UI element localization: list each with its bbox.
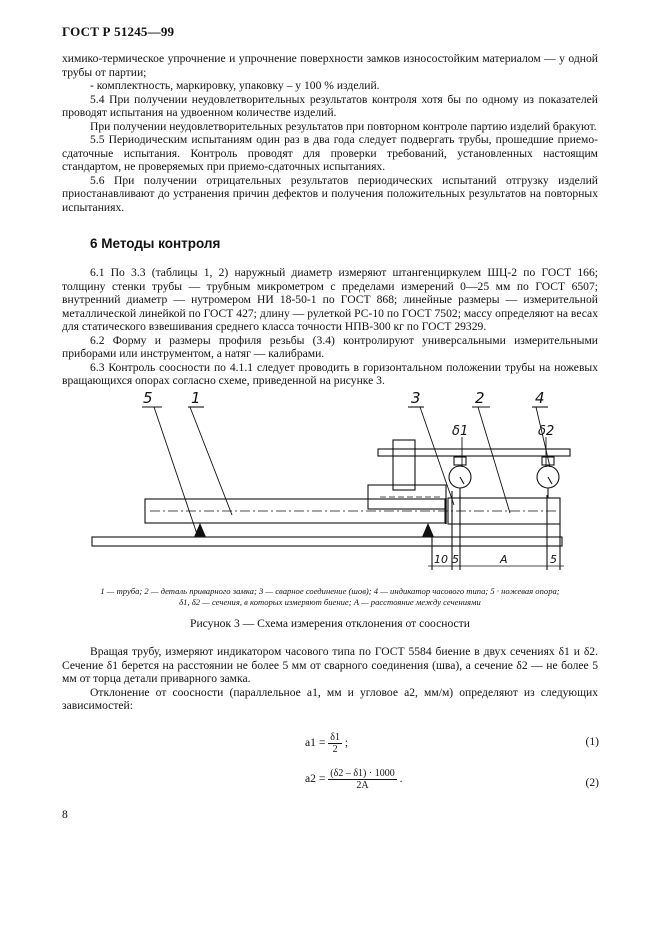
label-delta-1: δ1	[452, 424, 469, 439]
dim-A: A	[500, 553, 508, 566]
paragraph: Вращая трубу, измеряют индикатором часового типа по ГОСТ 5584 биение в двух сечениях δ1 и δ2. Сечение δ1 берется на расстоянии не более 5 мм от сварного соединения (шва), а сечение δ2 — не более 5 мм от торца детали приварного замка.	[62, 645, 598, 685]
formula-2	[305, 768, 403, 791]
denominator: 2	[332, 744, 338, 755]
dim-5-right: 5	[550, 553, 557, 566]
paragraph: 6.3 Контроль соосности по 4.1.1 следует проводить в горизонтальном положении трубы на ножевых вращающихся опорах согласно схеме, приведенной на рисунке 3.	[62, 360, 598, 387]
formula-number: (2)	[585, 776, 599, 789]
intro-text	[62, 52, 598, 214]
paragraph: 5.4 При получении неудовлетворительных результатов контроля хотя бы по одному из показателей проводят испытания на удвоенном количестве изделий.	[62, 92, 598, 119]
formula-fraction	[328, 732, 342, 755]
paragraph: При получении неудовлетворительных результатов при повторном контроле партию изделий бракуют.	[90, 119, 597, 133]
section-text	[62, 266, 598, 388]
indicator-1-clamp	[454, 457, 466, 465]
paragraph: 6.2 Форму и размеры профиля резьбы (3.4) контролируют универсальными измерительными приборами или инструментом, а натяг — калибрами.	[62, 333, 598, 360]
legend-line: 1 — труба; 2 — деталь приварного замка; 3 — сварное соединение (шов); 4 — индикатор часового типа; 5 · ножевая опора;	[100, 586, 560, 596]
label-1: 1	[191, 389, 201, 407]
indicator-stand	[393, 440, 415, 490]
after-text	[62, 645, 598, 713]
legend-line: δ1, δ2 — сечения, в которых измеряют биение; A — расстояние между сечениями	[179, 597, 481, 607]
label-3: 3	[411, 389, 421, 407]
denominator: 2A	[356, 780, 369, 791]
support-bar	[92, 537, 562, 546]
formula-tail: .	[399, 772, 403, 786]
label-2: 2	[475, 389, 485, 407]
section-title: 6 Методы контроля	[90, 236, 221, 251]
formula-lhs: a1 =	[305, 736, 326, 750]
paragraph: 5.5 Периодическим испытаниям один раз в два года следует подвергать трубы, прошедшие приемо-сдаточные испытания. Контроль проводят для проверки требований, установленных настоящим стандартом, не проверяемых при приемо-сдаточных испытаниях.	[62, 133, 598, 173]
figure-legend	[62, 586, 598, 608]
formula-1	[305, 732, 348, 755]
numerator: (δ2 – δ1) · 1000	[330, 768, 395, 779]
page-number: 8	[62, 808, 68, 821]
label-5: 5	[143, 389, 153, 407]
formula-number: (1)	[585, 735, 599, 748]
label-delta-2: δ2	[538, 424, 555, 439]
indicator-rail	[378, 449, 570, 456]
paragraph: Отклонение от соосности (параллельное a1, мм и угловое a2, мм/м) определяют из следующих зависимостей:	[62, 685, 598, 712]
paragraph: 6.1 По 3.3 (таблицы 1, 2) наружный диаметр измеряют штангенциркулем ШЦ-2 по ГОСТ 166; толщину стенки трубы — трубным микрометром с пределами измерений 0—25 мм по ГОСТ 6507; внутренний диаметр — нутромером НИ 18-50-1 по ГОСТ 868; линейные размеры — измерительной металлической линейкой по ГОСТ 427; длину — рулеткой РС-10 по ГОСТ 7502; массу определяют на весах для статического взвешивания среднего класса точности НПВ-300 кг по ГОСТ 29329.	[62, 266, 598, 333]
figure-caption: Рисунок 3 — Схема измерения отклонения от соосности	[190, 617, 470, 630]
formula-fraction	[328, 768, 396, 791]
knife-support-2	[422, 523, 434, 537]
paragraph: - комплектность, маркировку, упаковку – у 100 % изделий.	[90, 79, 380, 92]
paragraph: химико-термическое упрочнение и упрочнение поверхности замков износостойким материалом — у одной трубы от партии;	[62, 52, 598, 79]
alignment-scheme-diagram	[80, 385, 580, 585]
paragraph: 5.6 При получении отрицательных результатов периодических испытаний отгрузку изделий приостанавливают до устранения причин дефектов и получения положительных результатов на повторных испытаниях.	[62, 173, 598, 214]
dim-10: 10	[434, 553, 448, 566]
numerator: δ1	[330, 732, 341, 743]
dim-5-left: 5	[452, 553, 459, 566]
page-header: ГОСТ Р 51245—99	[62, 24, 175, 39]
formula-tail: ;	[344, 736, 349, 750]
label-4: 4	[535, 389, 545, 407]
formula-lhs: a2 =	[305, 772, 326, 786]
